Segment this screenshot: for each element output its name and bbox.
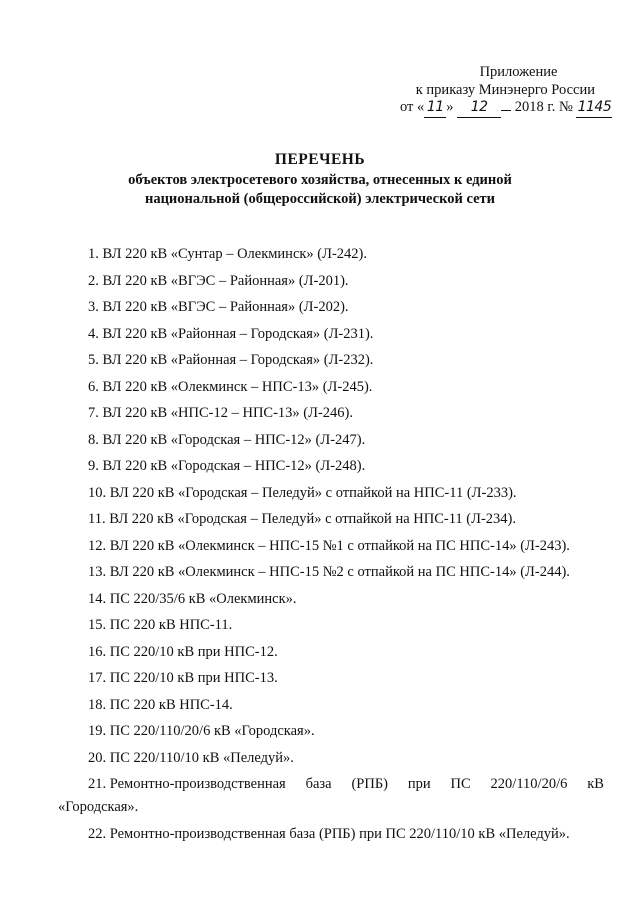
year-and-number-label: 2018 г. №	[514, 99, 573, 115]
appendix-header	[400, 64, 615, 118]
list-item-22: 22. Ремонтно-производственная база (РПБ) при ПС 220/110/10 кВ «Пеледуй».	[88, 826, 570, 842]
handwritten-day: 11	[424, 99, 446, 118]
list-item: 19. ПС 220/110/20/6 кВ «Городская».	[88, 723, 315, 739]
list-item-21-line2: «Городская».	[58, 799, 139, 815]
appendix-label: Приложение	[479, 64, 558, 80]
list-item-21-line1	[58, 776, 604, 793]
list-item: 8. ВЛ 220 кВ «Городская – НПС-12» (Л-247).	[88, 431, 366, 448]
list-item-21-word: 220/110/20/6	[490, 776, 568, 792]
list-item: 1. ВЛ 220 кВ «Сунтар – Олекминск» (Л-242).	[88, 246, 367, 262]
list-item-21-word: ПС	[450, 776, 471, 792]
handwritten-order-number: 1145	[576, 99, 612, 118]
objects-list	[88, 246, 593, 776]
list-item: 5. ВЛ 220 кВ «Районная – Городская» (Л-232).	[88, 352, 374, 368]
list-item: 2. ВЛ 220 кВ «ВГЭС – Районная» (Л-201).	[88, 272, 349, 289]
list-item-21	[58, 776, 604, 816]
list-item-21-word: кВ	[587, 776, 604, 792]
date-prefix: от «	[400, 99, 425, 115]
list-item: 18. ПС 220 кВ НПС-14.	[88, 696, 233, 713]
list-item: 6. ВЛ 220 кВ «Олекминск – НПС-13» (Л-245).	[88, 378, 373, 395]
list-item-21-word: 21. Ремонтно-производственная	[88, 776, 286, 792]
document-subtitle-line1: объектов электросетевого хозяйства, отнесенных к единой	[128, 172, 512, 188]
handwritten-month: 12	[457, 99, 501, 118]
list-item: 15. ПС 220 кВ НПС-11.	[88, 617, 233, 633]
list-item: 17. ПС 220/10 кВ при НПС-13.	[88, 670, 278, 686]
list-item: 3. ВЛ 220 кВ «ВГЭС – Районная» (Л-202).	[88, 299, 349, 315]
list-item: 9. ВЛ 220 кВ «Городская – НПС-12» (Л-248).	[88, 458, 366, 474]
list-item: 12. ВЛ 220 кВ «Олекминск – НПС-15 №1 с отпайкой на ПС НПС-14» (Л-243).	[88, 537, 570, 554]
list-item: 10. ВЛ 220 кВ «Городская – Пеледуй» с отпайкой на НПС-11 (Л-233).	[88, 484, 517, 501]
order-reference: к приказу Минэнерго России	[415, 81, 595, 98]
document-title: ПЕРЕЧЕНЬ	[274, 151, 366, 168]
list-item-21-word: при	[407, 776, 431, 792]
list-item: 20. ПС 220/110/10 кВ «Пеледуй».	[88, 749, 294, 766]
month-underline	[501, 110, 511, 111]
list-item: 16. ПС 220/10 кВ при НПС-12.	[88, 643, 278, 660]
document-subtitle-line2: национальной (общероссийской) электрической сети	[144, 191, 496, 207]
list-item: 14. ПС 220/35/6 кВ «Олекминск».	[88, 590, 297, 607]
order-date-number	[400, 99, 615, 118]
list-item: 13. ВЛ 220 кВ «Олекминск – НПС-15 №2 с отпайкой на ПС НПС-14» (Л-244).	[88, 564, 570, 580]
list-item: 4. ВЛ 220 кВ «Районная – Городская» (Л-231).	[88, 325, 374, 342]
list-item: 7. ВЛ 220 кВ «НПС-12 – НПС-13» (Л-246).	[88, 405, 354, 421]
list-item: 11. ВЛ 220 кВ «Городская – Пеледуй» с отпайкой на НПС-11 (Л-234).	[88, 511, 516, 527]
date-quote-close: »	[446, 99, 454, 115]
list-item-21-word: база	[305, 776, 332, 792]
list-item-21-word: (РПБ)	[351, 776, 388, 792]
